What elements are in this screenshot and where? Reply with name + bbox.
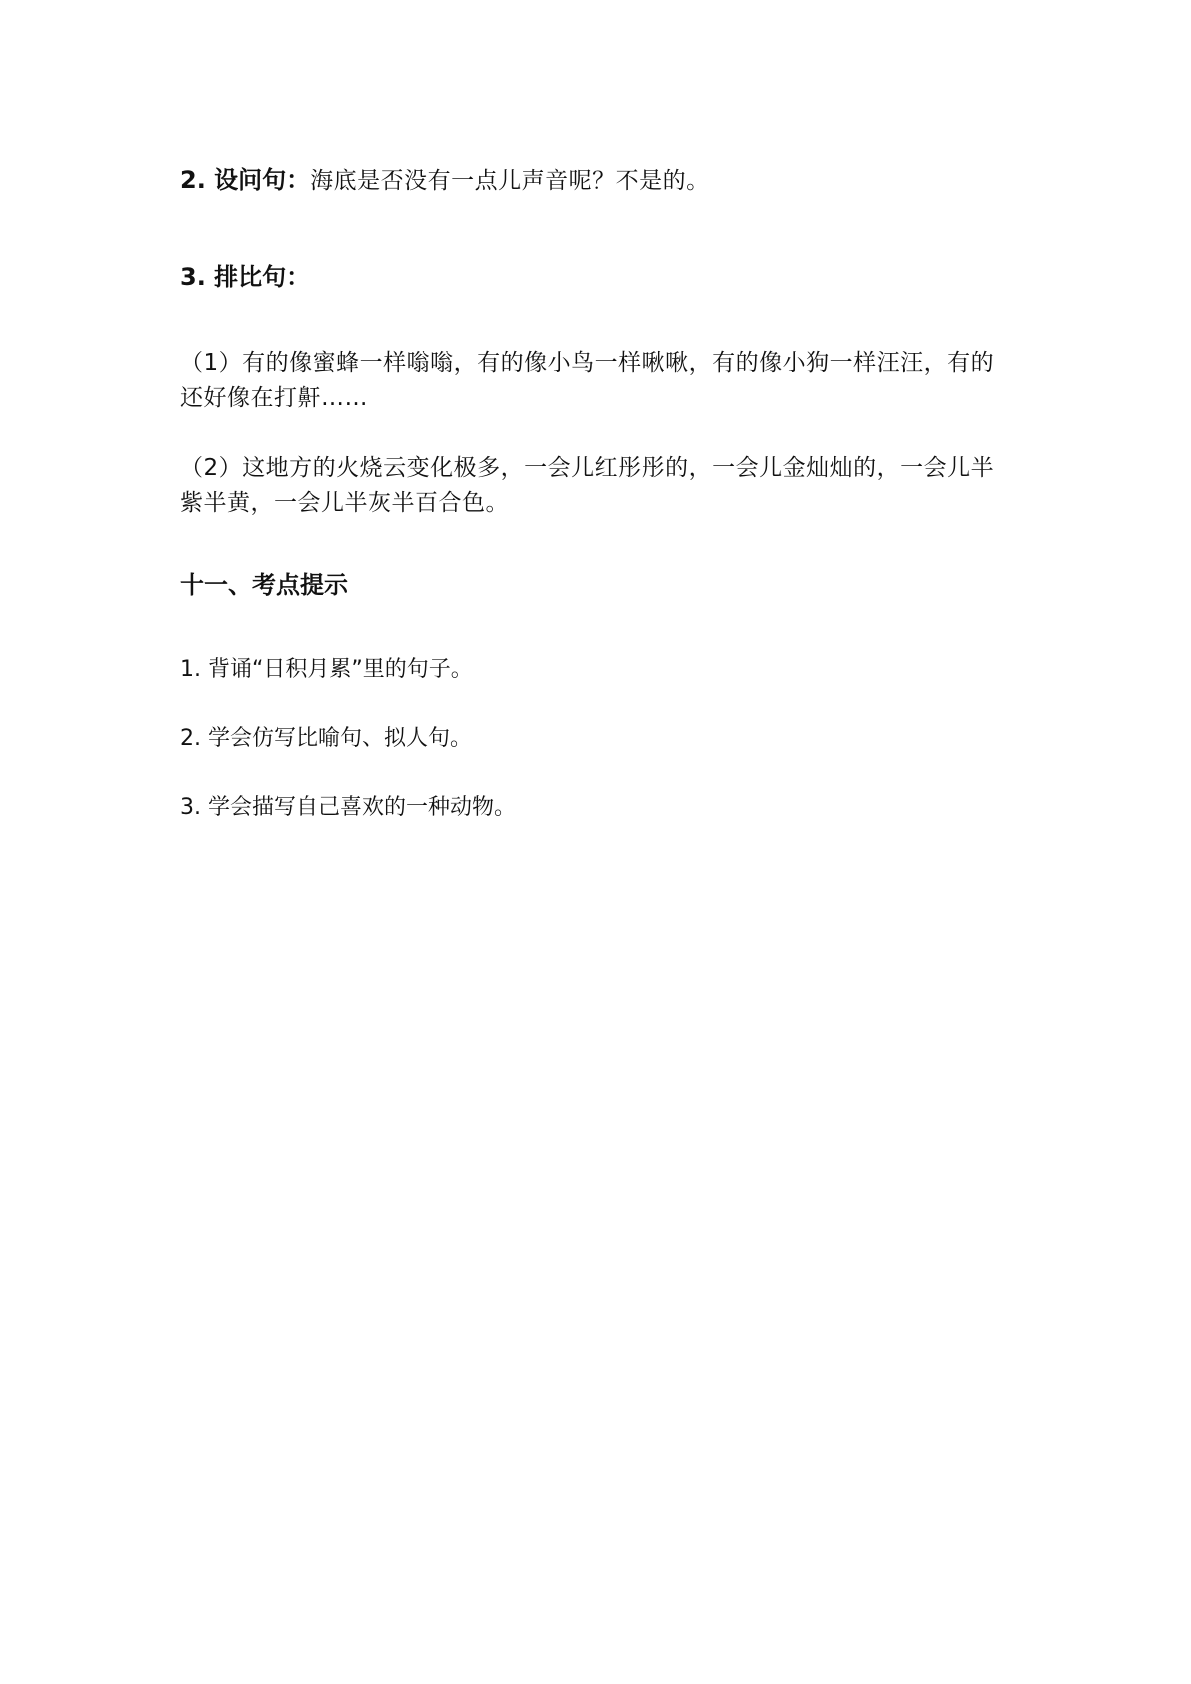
- rhetoric-question-text: 海底是否没有一点儿声音呢？不是的。: [310, 168, 710, 194]
- rhetoric-question-line: [180, 160, 710, 195]
- rhetoric-question-label: 2. 设问句：: [180, 166, 311, 194]
- section-heading-exam-tips: 十一、考点提示: [180, 571, 348, 599]
- exam-tip-item: 1. 背诵“日积月累”里的句子。: [180, 657, 473, 682]
- parallelism-example-1-line-1: （1）有的像蜜蜂一样嗡嗡，有的像小鸟一样啾啾，有的像小狗一样汪汪，有的: [180, 350, 995, 376]
- parallelism-example-2-line-1: （2）这地方的火烧云变化极多，一会儿红彤彤的，一会儿金灿灿的，一会儿半: [180, 455, 995, 481]
- parallelism-heading: 3. 排比句：: [180, 263, 311, 291]
- parallelism-example-2-line-2: 紫半黄，一会儿半灰半百合色。: [180, 490, 509, 516]
- parallelism-example-1-line-2: 还好像在打鼾……: [180, 385, 368, 411]
- exam-tip-item: 2. 学会仿写比喻句、拟人句。: [180, 726, 472, 751]
- exam-tip-item: 3. 学会描写自己喜欢的一种动物。: [180, 795, 516, 820]
